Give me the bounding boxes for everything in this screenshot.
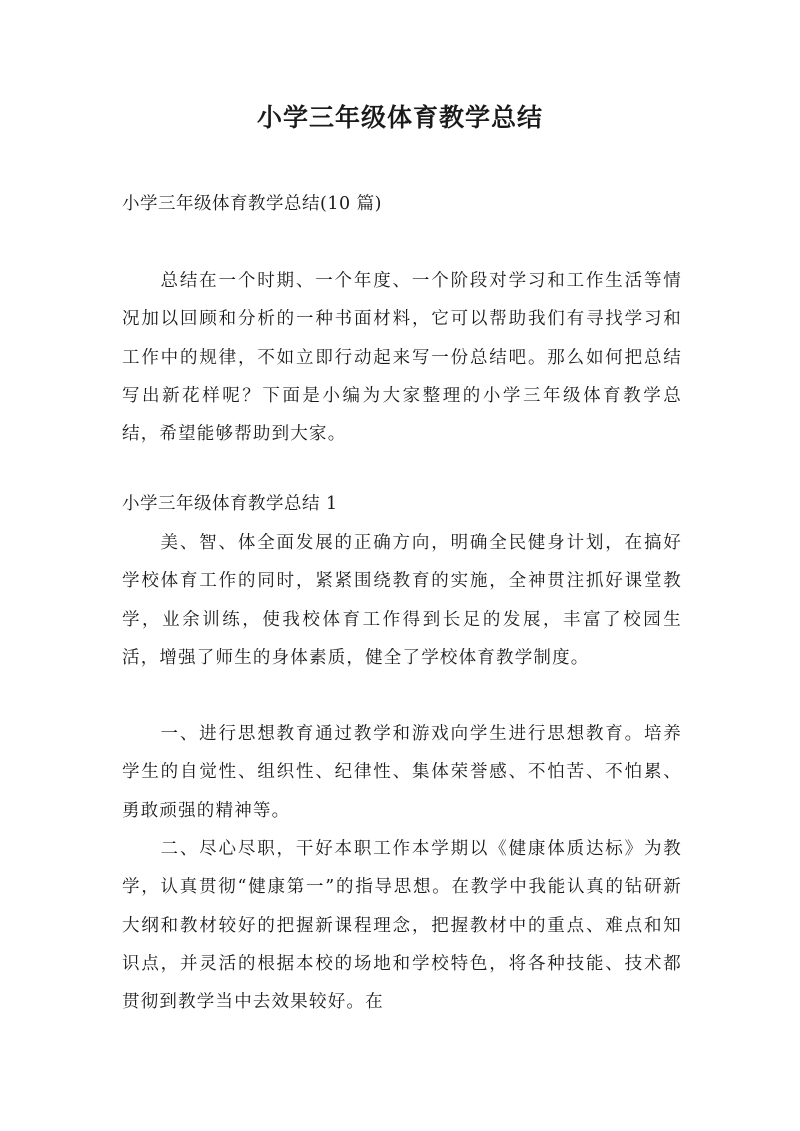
- body-paragraph-3: 二、尽心尽职，干好本职工作本学期以《健康体质达标》为教学，认真贯彻“健康第一”的指导思想。在教学中我能认真的钻研新大纲和教材较好的把握新课程理念，把握教材中的重点、难点和知识点，并灵活的根据本校的场地和学校特色，将各种技能、技术都贯彻到教学当中去效果较好。在: [122, 839, 682, 1013]
- document-subtitle: 小学三年级体育教学总结(10 篇): [122, 194, 382, 214]
- section-heading: 小学三年级体育教学总结 1: [122, 494, 338, 514]
- body-paragraph-2: 一、进行思想教育通过教学和游戏向学生进行思想教育。培养学生的自觉性、组织性、纪律性、集体荣誉感、不怕苦、不怕累、勇敢顽强的精神等。: [122, 724, 682, 821]
- body-paragraph-1: 美、智、体全面发展的正确方向，明确全民健身计划，在搞好学校体育工作的同时，紧紧围绕教育的实施，全神贯注抓好课堂教学，业余训练，使我校体育工作得到长足的发展，丰富了校园生活，增强了师生的身体素质，健全了学校体育教学制度。: [122, 533, 682, 668]
- intro-paragraph: 总结在一个时期、一个年度、一个阶段对学习和工作生活等情况加以回顾和分析的一种书面材料，它可以帮助我们有寻找学习和工作中的规律，不如立即行动起来写一份总结吧。那么如何把总结写出新花样呢？下面是小编为大家整理的小学三年级体育教学总结，希望能够帮助到大家。: [122, 271, 682, 445]
- document-title: 小学三年级体育教学总结: [256, 103, 543, 132]
